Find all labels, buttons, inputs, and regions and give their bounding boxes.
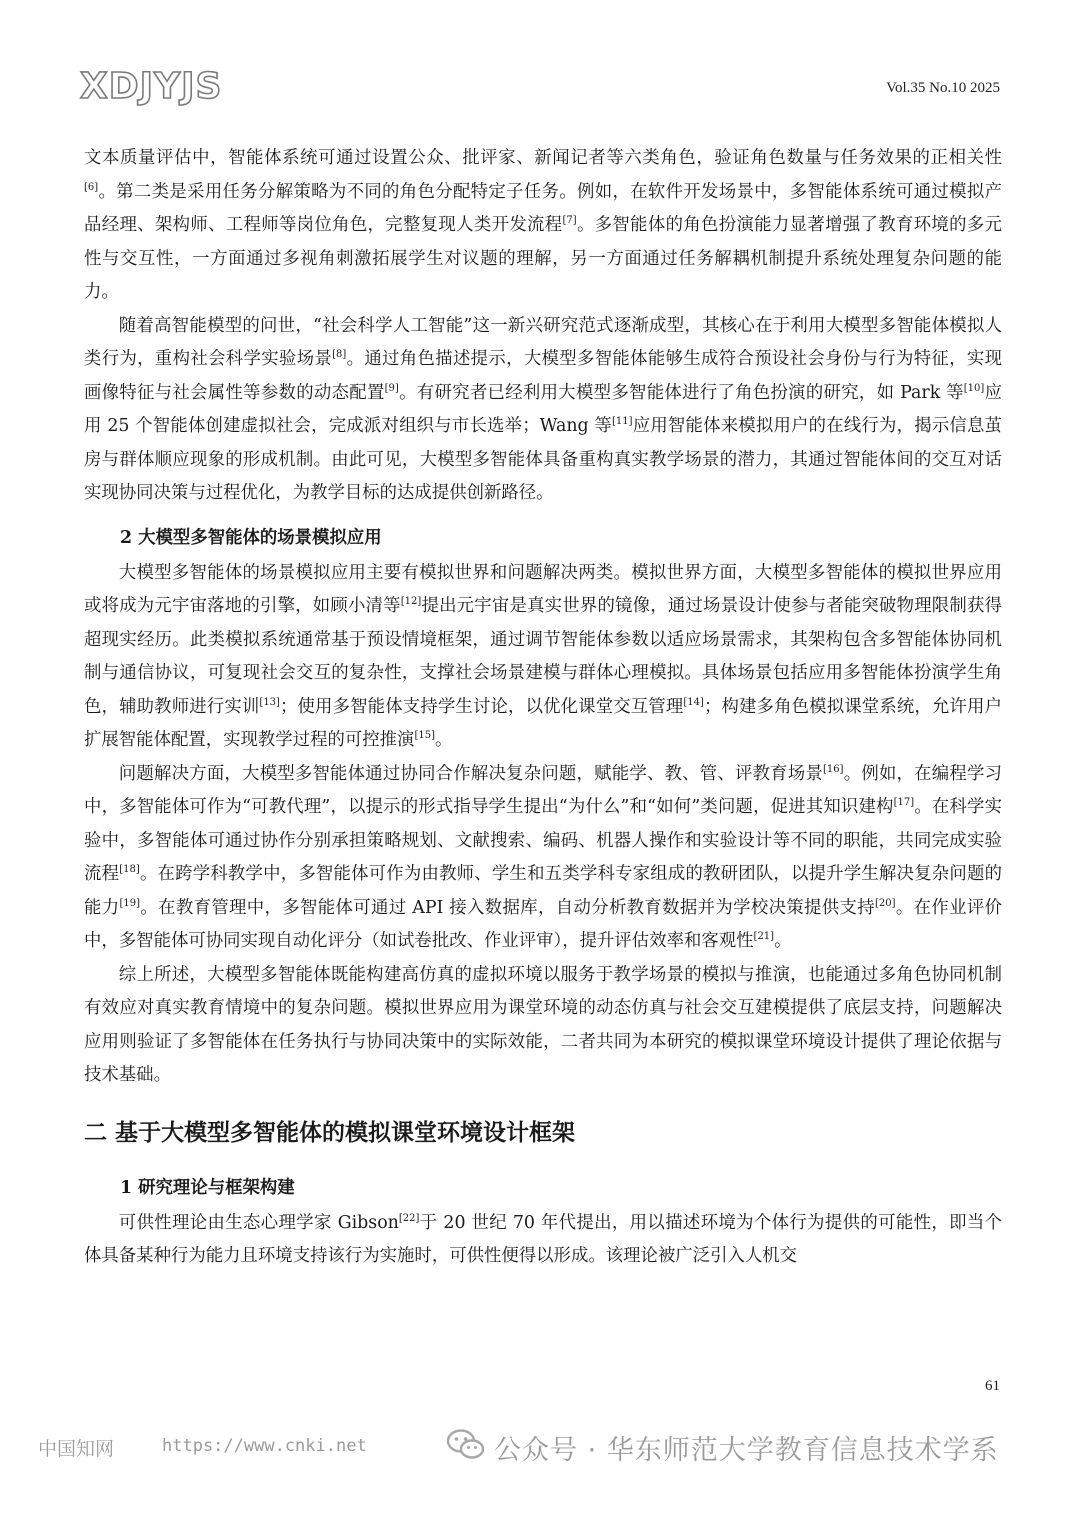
citation: [9] (384, 382, 399, 394)
citation: [16] (823, 763, 844, 775)
citation: [20] (875, 897, 896, 909)
citation: [13] (259, 696, 280, 708)
paragraph: 随着高智能模型的问世，“社会科学人工智能”这一新兴研究范式逐渐成型，其核心在于利用大模型多智能体模拟人类行为，重构社会科学实验场景[8]。通过角色描述提示，大模型多智能体能够生成符合预设社会身份与行为特征，实现画像特征与社会属性等参数的动态配置[9]。有研究者已经利用大模型多智能体进行了角色扮演的研究，如 Park 等[10]应用 25 个智能体创建虚拟社会，完成派对组织与市长选举；Wang 等[11]应用智能体来模拟用户的在线行为，揭示信息茧房与群体顺应现象的形成机制。由此可见，大模型多智能体具备重构真实教学场景的潜力，其通过智能体间的交互对话实现协同决策与过程优化，为教学目标的达成提供创新路径。 (84, 315, 1002, 503)
citation: [10] (963, 382, 985, 394)
section-heading: 二 基于大模型多智能体的模拟课堂环境设计框架 (84, 1119, 576, 1146)
cnki-url[interactable]: https://www.cnki.net (162, 1436, 367, 1456)
paragraph: 文本质量评估中，智能体系统可通过设置公众、批评家、新闻记者等六类角色，验证角色数量与任务效果的正相关性[6]。第二类是采用任务分解策略为不同的角色分配特定子任务。例如，在软件开发场景中，多智能体系统可通过模拟产品经理、架构师、工程师等岗位角色，完整复现人类开发流程[7]。多智能体的角色扮演能力显著增强了教育环境的多元性与交互性，一方面通过多视角刺激拓展学生对议题的理解，另一方面通过任务解耦机制提升系统处理复杂问题的能力。 (84, 148, 1002, 302)
citation: [7] (562, 215, 577, 227)
wechat-icon (446, 1428, 486, 1462)
journal-logo: XDJYJS (80, 66, 223, 107)
watermark-footer (0, 1420, 1080, 1480)
article-body (84, 142, 1002, 1274)
citation: [12] (400, 596, 422, 608)
citation: [17] (893, 797, 915, 809)
citation: [8] (332, 349, 347, 361)
citation: [22] (398, 1212, 420, 1224)
paragraph: 综上所述，大模型多智能体既能构建高仿真的虚拟环境以服务于教学场景的模拟与推演，也能通过多角色协同机制有效应对真实教育情境中的复杂问题。模拟世界应用为课堂环境的动态仿真与社会交互建模提供了底层支持，问题解决应用则验证了多智能体在任务执行与协同决策中的实际效能，二者共同为本研究的模拟课堂环境设计提供了理论依据与技术基础。 (84, 964, 1002, 1085)
citation: [21] (753, 931, 775, 943)
subsection-heading: 2 大模型多智能体的场景模拟应用 (120, 527, 382, 548)
citation: [11] (612, 416, 633, 428)
citation: [15] (414, 730, 435, 742)
wechat-account-text: 公众号 · 华东师范大学教育信息技术学系 (494, 1435, 999, 1466)
paragraph: 问题解决方面，大模型多智能体通过协同合作解决复杂问题，赋能学、教、管、评教育场景[16]。例如，在编程学习中，多智能体可作为“可教代理”，以提示的形式指导学生提出“为什么”和“如何”类问题，促进其知识建构[17]。在科学实验中，多智能体可通过协作分别承担策略规划、文献搜索、编码、机器人操作和实验设计等不同的职能，共同完成实验流程[18]。在跨学科教学中，多智能体可作为由教师、学生和五类学科专家组成的教研团队，以提升学生解决复杂问题的能力[19]。在教育管理中，多智能体可通过 API 接入数据库，自动分析教育数据并为学校决策提供支持[20]。在作业评价中，多智能体可协同实现自动化评分（如试卷批改、作业评审），提升评估效率和客观性[21]。 (84, 763, 1002, 951)
page-header (80, 66, 1000, 106)
citation: [6] (84, 181, 99, 193)
page-number: 61 (985, 1378, 1000, 1394)
issue-info: Vol.35 No.10 2025 (886, 80, 1000, 96)
paragraph: 大模型多智能体的场景模拟应用主要有模拟世界和问题解决两类。模拟世界方面，大模型多智能体的模拟世界应用或将成为元宇宙落地的引擎，如顾小清等[12]提出元宇宙是真实世界的镜像，通过场景设计使参与者能突破物理限制获得超现实经历。此类模拟系统通常基于预设情境框架，通过调节智能体参数以适应场景需求，其架构包含多智能体协同机制与通信协议，可复现社会交互的复杂性，支撑社会场景建模与群体心理模拟。具体场景包括应用多智能体扮演学生角色，辅助教师进行实训[13]；使用多智能体支持学生讨论，以优化课堂交互管理[14]；构建多角色模拟课堂系统，允许用户扩展智能体配置，实现教学过程的可控推演[15]。 (84, 562, 1002, 750)
citation: [14] (683, 696, 704, 708)
citation: [19] (119, 897, 141, 909)
subsection-heading: 1 研究理论与框架构建 (120, 1177, 295, 1198)
paragraph: 可供性理论由生态心理学家 Gibson[22]于 20 世纪 70 年代提出，用以描述环境为个体行为提供的可能性，即当个体具备某种行为能力且环境支持该行为实施时，可供性便得以形成。该理论被广泛引入人机交 (84, 1212, 1003, 1266)
cnki-logo: 中国知网 (38, 1438, 115, 1460)
citation: [18] (119, 864, 140, 876)
